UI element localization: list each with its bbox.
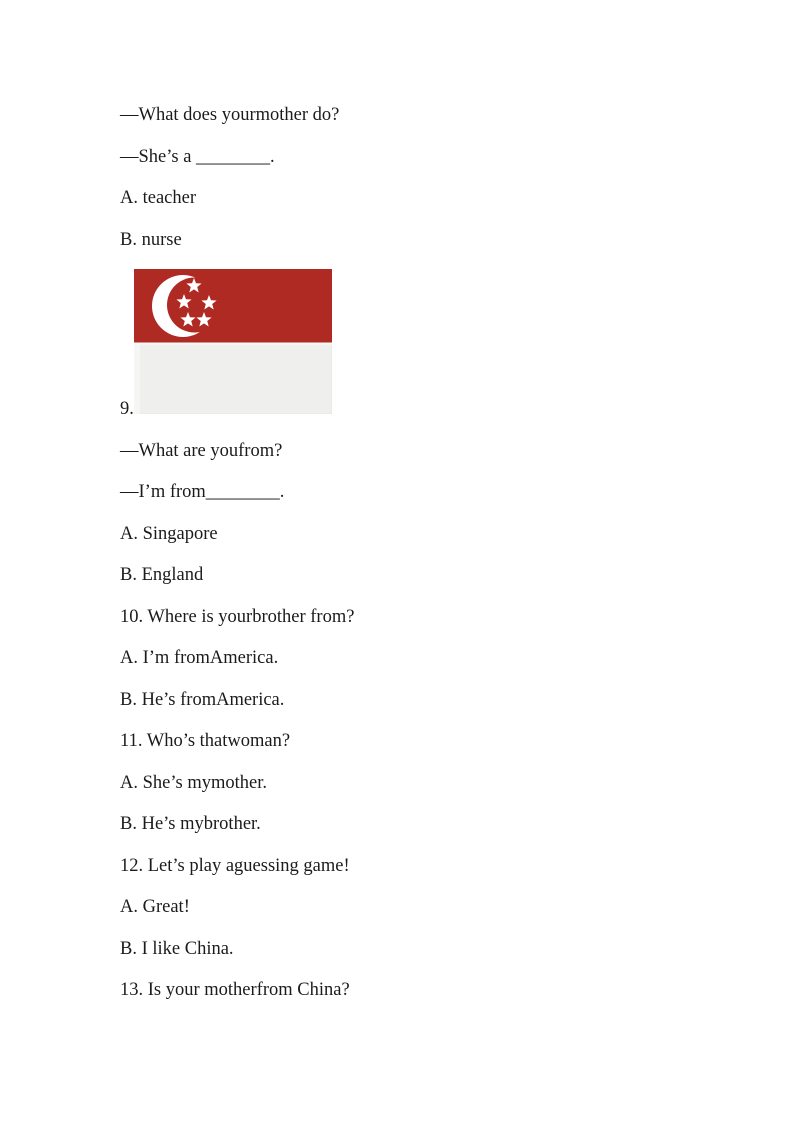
option-a-im-from-america: A. I’m fromAmerica. <box>120 648 279 668</box>
option-a-shes-my-mother: A. She’s mymother. <box>120 772 267 793</box>
option-b-england: B. England <box>120 565 204 585</box>
singapore-flag-image <box>134 269 332 414</box>
dialog-line-question-8b: —She’s a ________. <box>120 146 275 167</box>
dialog-line-question-9a: —What are youfrom? <box>120 440 283 461</box>
option-b-hes-from-america: B. He’s fromAmerica. <box>120 689 285 710</box>
question-9-flag-row <box>120 269 753 431</box>
option-b-i-like-china: B. I like China. <box>120 938 234 959</box>
option-b-hes-my-brother: B. He’s mybrother. <box>120 814 261 834</box>
option-b-nurse: B. nurse <box>120 229 182 250</box>
option-a-great: A. Great! <box>120 897 190 917</box>
question-12: 12. Let’s play aguessing game! <box>120 855 350 876</box>
question-11: 11. Who’s thatwoman? <box>120 731 291 751</box>
question-10: 10. Where is yourbrother from? <box>120 606 355 627</box>
question-9-number: 9. <box>120 399 134 419</box>
dialog-line-question-8a: —What does yourmother do? <box>120 105 340 125</box>
option-a-teacher: A. teacher <box>120 188 197 208</box>
option-a-singapore: A. Singapore <box>120 523 218 544</box>
question-13: 13. Is your motherfrom China? <box>120 980 350 1000</box>
dialog-line-question-9b: —I’m from________. <box>120 482 285 502</box>
